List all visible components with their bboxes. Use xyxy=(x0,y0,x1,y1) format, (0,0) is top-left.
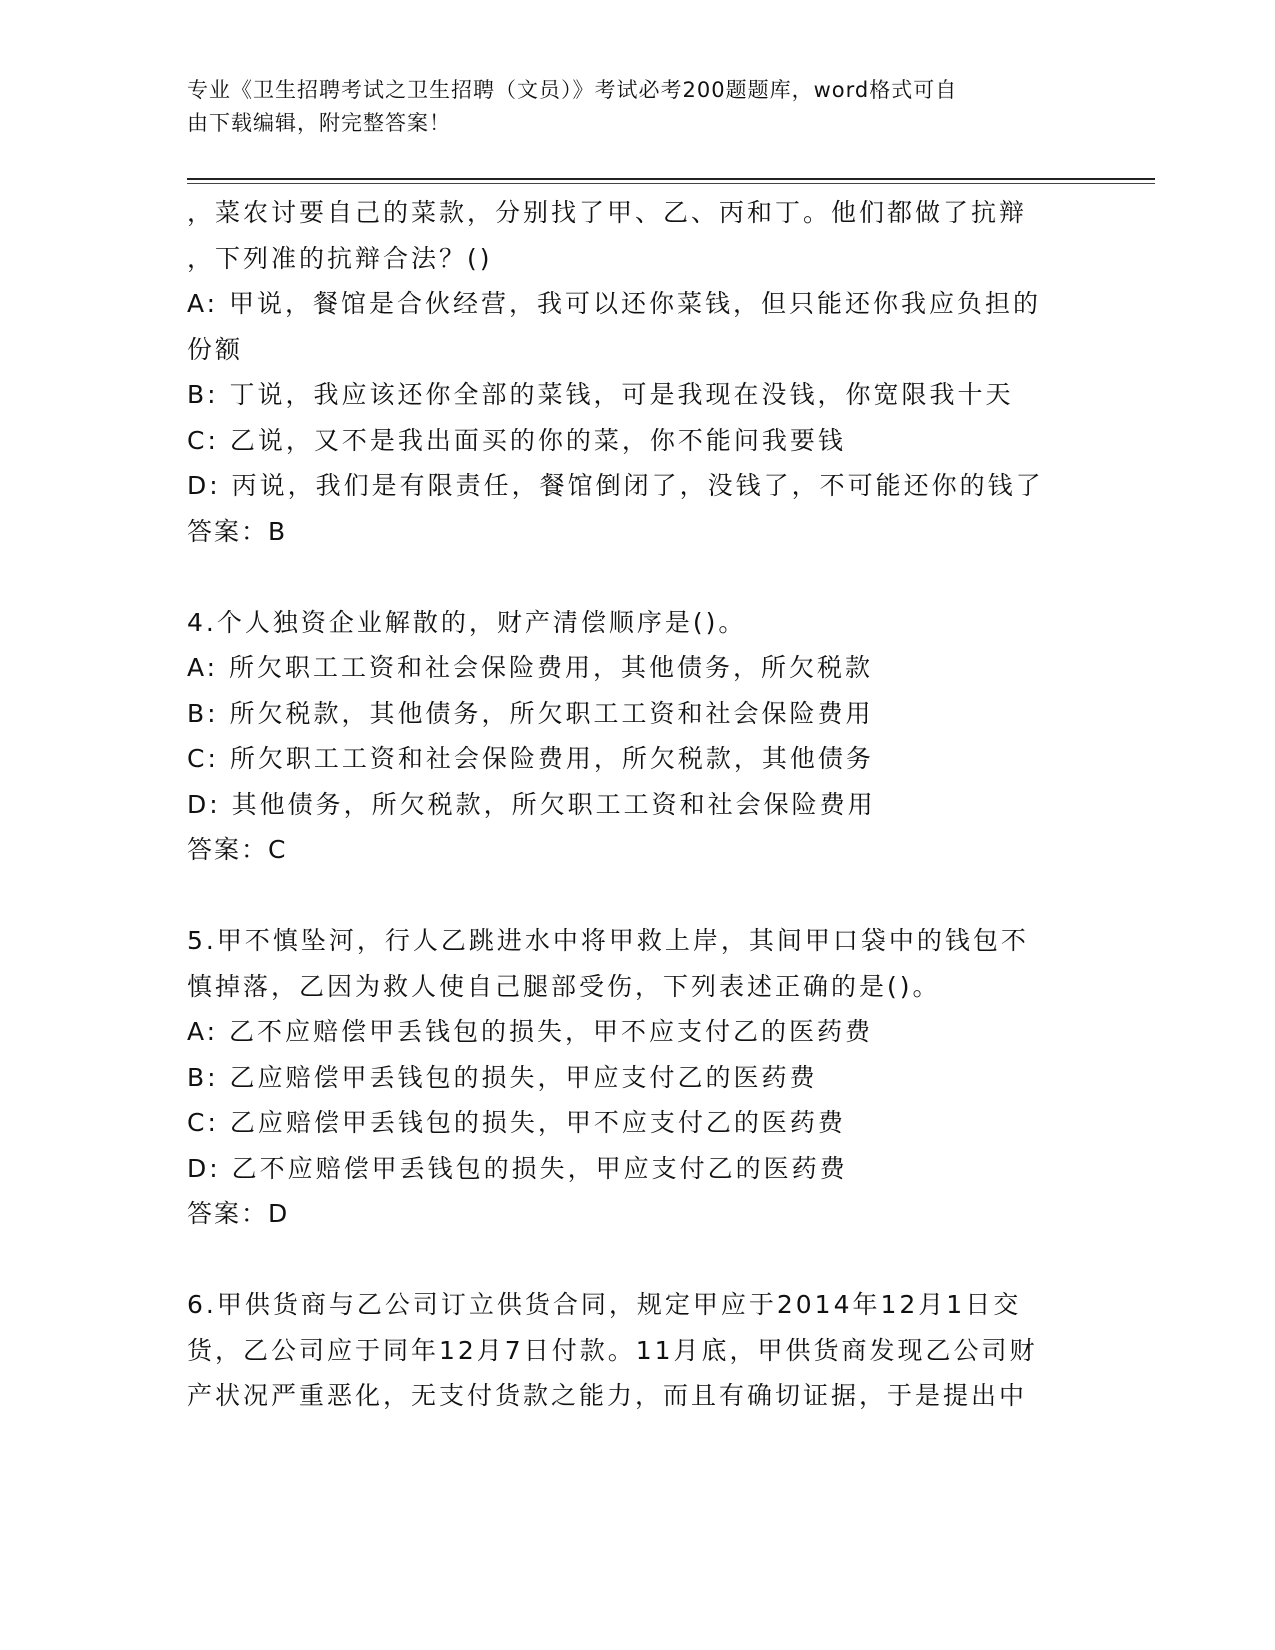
option-a: A: 甲说，餐馆是合伙经营，我可以还你菜钱，但只能还你我应负担的 xyxy=(187,289,1042,318)
question-stem-line: 4.个人独资企业解散的，财产清偿顺序是()。 xyxy=(187,607,747,637)
option-c: C: 乙应赔偿甲丢钱包的损失，甲不应支付乙的医药费 xyxy=(187,1108,846,1137)
answer-line: 答案：D xyxy=(187,1199,290,1228)
question-stem-line: 慎掉落，乙因为救人使自己腿部受伤，下列表述正确的是()。 xyxy=(187,971,941,1001)
option-a-continued: 份额 xyxy=(187,334,244,364)
option-b: B: 所欠税款，其他债务，所欠职工工资和社会保险费用 xyxy=(187,698,874,728)
option-b: B: 丁说，我应该还你全部的菜钱，可是我现在没钱，你宽限我十天 xyxy=(187,380,1014,409)
question-6 xyxy=(187,1282,1087,1419)
option-a: A: 乙不应赔偿甲丢钱包的损失，甲不应支付乙的医药费 xyxy=(187,1017,874,1046)
question-stem-line: 6.甲供货商与乙公司订立供货合同，规定甲应于2014年12月1日交 xyxy=(187,1290,1022,1319)
document-body xyxy=(187,190,1087,1419)
question-stem-line: 产状况严重恶化，无支付货款之能力，而且有确切证据，于是提出中 xyxy=(187,1381,1028,1410)
option-d: D: 其他债务，所欠税款，所欠职工工资和社会保险费用 xyxy=(187,789,876,819)
spacer xyxy=(187,1237,1087,1283)
header-line-1: 专业《卫生招聘考试之卫生招聘（文员）》考试必考200题题库，word格式可自 xyxy=(187,78,958,102)
spacer xyxy=(187,873,1087,919)
question-5 xyxy=(187,918,1087,1237)
header-divider xyxy=(187,178,1155,180)
question-stem-line: ，下列准的抗辩合法？() xyxy=(187,243,493,273)
option-d: D: 丙说，我们是有限责任，餐馆倒闭了，没钱了，不可能还你的钱了 xyxy=(187,471,1044,500)
answer-line: 答案：C xyxy=(187,835,288,864)
option-d: D: 乙不应赔偿甲丢钱包的损失，甲应支付乙的医药费 xyxy=(187,1153,848,1183)
question-3 xyxy=(187,190,1087,554)
answer-line: 答案：B xyxy=(187,516,288,546)
spacer xyxy=(187,554,1087,600)
question-stem-line: 货，乙公司应于同年12月7日付款。11月底，甲供货商发现乙公司财 xyxy=(187,1335,1038,1365)
header-line-2: 由下载编辑，附完整答案！ xyxy=(187,111,451,135)
question-4 xyxy=(187,600,1087,873)
question-stem-line: ，菜农讨要自己的菜款，分别找了甲、乙、丙和丁。他们都做了抗辩 xyxy=(187,198,1028,227)
document-header xyxy=(187,74,1087,140)
question-stem-line: 5.甲不慎坠河，行人乙跳进水中将甲救上岸，其间甲口袋中的钱包不 xyxy=(187,926,1029,955)
option-a: A: 所欠职工工资和社会保险费用，其他债务，所欠税款 xyxy=(187,653,874,682)
option-c: C: 所欠职工工资和社会保险费用，所欠税款，其他债务 xyxy=(187,744,874,773)
option-c: C: 乙说，又不是我出面买的你的菜，你不能问我要钱 xyxy=(187,425,846,455)
header-divider-secondary xyxy=(187,183,1155,184)
option-b: B: 乙应赔偿甲丢钱包的损失，甲应支付乙的医药费 xyxy=(187,1062,818,1092)
